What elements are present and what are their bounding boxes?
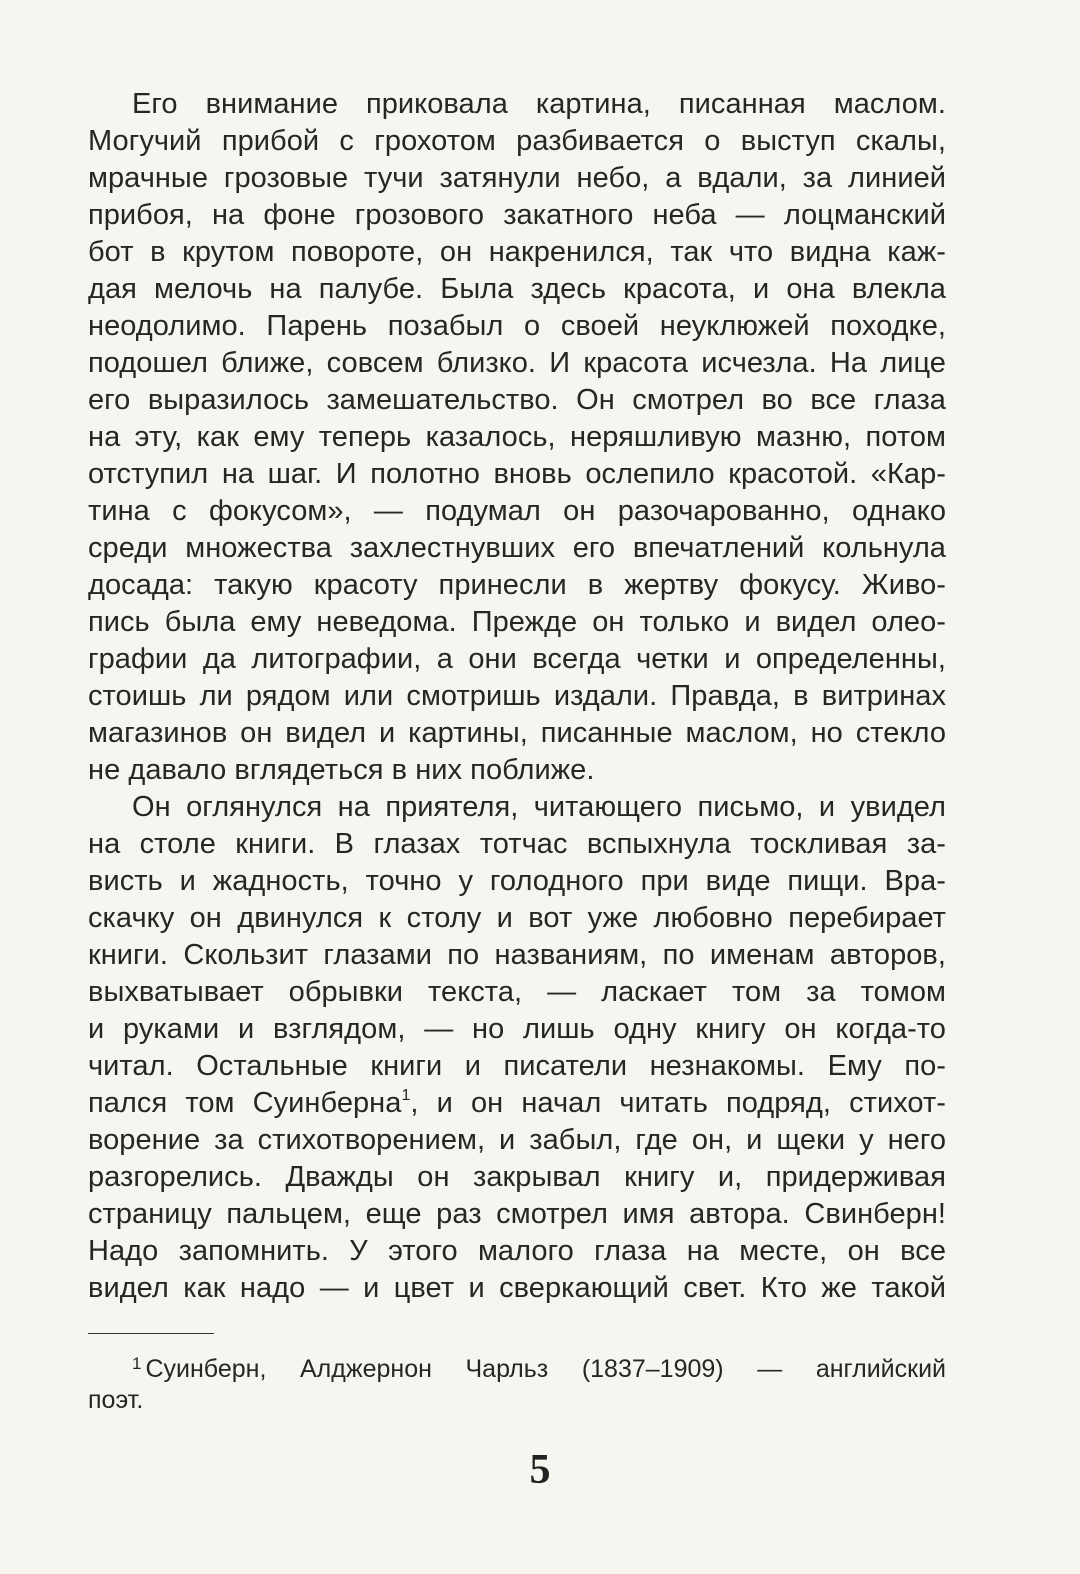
footnote-line bbox=[88, 1346, 946, 1382]
text-line: Надо запомнить. У этого малого глаза на месте, он все bbox=[88, 1235, 946, 1267]
footnote-text: Суинберн, Алджернон Чарльз (1837–1909) — английский bbox=[145, 1355, 946, 1383]
text-line: выхватывает обрывки текста, — ласкает том за томом bbox=[88, 976, 946, 1008]
text-line: тина с фокусом», — подумал он разочарованно, однако bbox=[88, 495, 946, 527]
body-text bbox=[88, 86, 946, 1307]
text-line: мрачные грозовые тучи затянули небо, а вдали, за линией bbox=[88, 162, 946, 194]
footnote-ref[interactable]: 1 bbox=[401, 1087, 411, 1104]
text-line: скачку он двинулся к столу и вот уже любовно перебирает bbox=[88, 902, 946, 934]
text-line: отступил на шаг. И полотно вновь ослепило красотой. «Кар- bbox=[88, 458, 946, 490]
paragraph-1 bbox=[88, 86, 946, 789]
text-line: графии да литографии, а они всегда четки и определенны, bbox=[88, 643, 946, 675]
text-line: Он оглянулся на приятеля, читающего письмо, и увидел bbox=[132, 791, 946, 823]
text-line: подошел ближе, совсем близко. И красота исчезла. На лице bbox=[88, 347, 946, 379]
text-line: магазинов он видел и картины, писанные маслом, но стекло bbox=[88, 717, 946, 749]
footnote-line: поэт. bbox=[88, 1386, 144, 1414]
text-line: на эту, как ему теперь казалось, неряшливую мазню, потом bbox=[88, 421, 946, 453]
text-line: читал. Остальные книги и писатели незнакомы. Ему по- bbox=[88, 1050, 946, 1082]
text-line: Его внимание приковала картина, писанная маслом. bbox=[132, 88, 946, 120]
footnote-divider bbox=[88, 1333, 214, 1334]
footnote bbox=[88, 1346, 946, 1418]
text-line: книги. Скользит глазами по названиям, по именам авторов, bbox=[88, 939, 946, 971]
text-line: пись была ему неведома. Прежде он только и видел олео- bbox=[88, 606, 946, 638]
text-line: прибоя, на фоне грозового закатного неба — лоцманский bbox=[88, 199, 946, 231]
text-line: среди множества захлестнувших его впечатлений кольнула bbox=[88, 532, 946, 564]
text-line: и руками и взглядом, — но лишь одну книгу он когда-то bbox=[88, 1013, 946, 1045]
paragraph-2 bbox=[88, 789, 946, 1307]
text-line-tail: , и он начал читать подряд, стихот- bbox=[410, 1087, 946, 1119]
footnote-marker: 1 bbox=[132, 1354, 142, 1373]
text-line-head: пался том Суинберна bbox=[88, 1087, 402, 1119]
text-line: неодолимо. Парень позабыл о своей неуклюжей походке, bbox=[88, 310, 946, 342]
text-line: разгорелись. Дважды он закрывал книгу и, придерживая bbox=[88, 1161, 946, 1193]
text-line: страницу пальцем, еще раз смотрел имя автора. Свинберн! bbox=[88, 1198, 946, 1230]
text-line: висть и жадность, точно у голодного при виде пищи. Вра- bbox=[88, 865, 946, 897]
text-line: Могучий прибой с грохотом разбивается о выступ скалы, bbox=[88, 125, 946, 157]
text-line: дая мелочь на палубе. Была здесь красота, и она влекла bbox=[88, 273, 946, 305]
text-line: на столе книги. В глазах тотчас вспыхнула тоскливая за- bbox=[88, 828, 946, 860]
text-line: стоишь ли рядом или смотришь издали. Правда, в витринах bbox=[88, 680, 946, 712]
text-line: ворение за стихотворением, и забыл, где он, и щеки у него bbox=[88, 1124, 946, 1156]
text-line: досада: такую красоту принесли в жертву фокусу. Живо- bbox=[88, 569, 946, 601]
text-line: бот в крутом повороте, он накренился, так что видна каж- bbox=[88, 236, 946, 268]
text-line: не давало вглядеться в них поближе. bbox=[88, 754, 595, 786]
text-line: его выразилось замешательство. Он смотрел во все глаза bbox=[88, 384, 946, 416]
page-number: 5 bbox=[529, 1447, 551, 1493]
text-line: видел как надо — и цвет и сверкающий свет. Кто же такой bbox=[88, 1272, 946, 1304]
text-line-with-footnote-ref bbox=[88, 1085, 946, 1122]
